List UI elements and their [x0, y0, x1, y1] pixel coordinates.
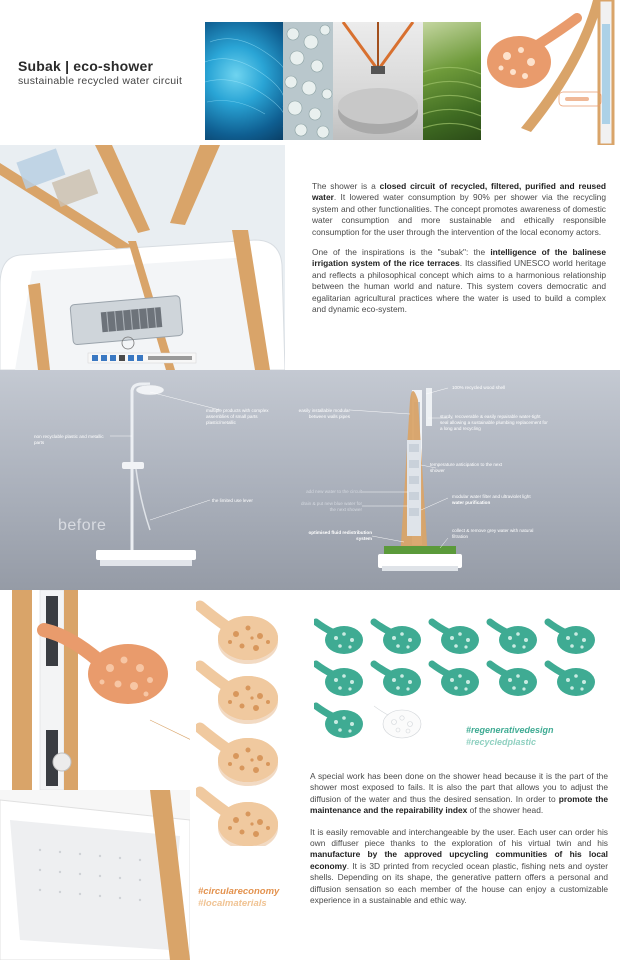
page-subtitle: sustainable recycled water circuit [18, 75, 183, 87]
showerhead-closeup-render [0, 590, 190, 790]
intro-paragraph-1 [312, 181, 606, 238]
orange-showerhead-render [481, 0, 620, 145]
sand-showerhead-variants [196, 596, 306, 846]
hashtag-recycled-plastic: #recycledplastic [466, 737, 537, 747]
annotation-limited-use: the limited use lever [212, 498, 253, 503]
annotation-sealed: sturdy, recoverable & easily repairable water-tight seal allowing a sustainable plumbing replacement for a long and recycling [440, 414, 548, 431]
annotation-temperature: temperature anticipation to the next shower [430, 462, 503, 473]
intro-text [312, 181, 606, 324]
hashtag-regenerative-design: #regenerativedesign [466, 725, 554, 735]
annotation-filter [452, 494, 538, 506]
annotation-modular: easily installable modular between walls pipes [298, 408, 350, 419]
annotation-filter-text: modular water filter and ultraviolet light [452, 494, 531, 499]
intro-p1-run: The shower is a [312, 181, 380, 191]
showerhead-text [310, 771, 608, 916]
before-after-diagram [0, 370, 620, 590]
orange-hashtags [198, 886, 279, 910]
shower-tray-render [0, 145, 285, 370]
green-showerhead-grid [314, 616, 604, 741]
showerhead-p2-run: . It is 3D printed from recycled ocean plastic, fishing nets and oyster shells. Depending on its shape, the generative pattern offers a personal and diffusion sensation so each member of the house can enjoy a customizable experience in a sustainable and ethic way. [310, 860, 608, 906]
annotation-optimized: optimised fluid redistribution system [308, 530, 372, 541]
header-section [0, 0, 620, 145]
showerhead-section [0, 590, 620, 960]
hashtag-circular-economy: #circulareconomy [198, 886, 280, 897]
showerhead-paragraph-2 [310, 827, 608, 907]
tray-closeup-render [0, 790, 190, 960]
cellular-mesh-image [283, 22, 333, 140]
showerhead-p2-run: It is easily removable and interchangeable by the user. Each user can order his own diffuser piece thanks to the exploration of his virtual twin and his [310, 826, 608, 849]
intro-paragraph-2 [312, 247, 606, 315]
3d-printer-image [333, 22, 423, 140]
page-title: Subak | eco-shower [18, 58, 154, 74]
intro-p2-run: One of the inspirations is the "subak": the [312, 247, 491, 258]
diagram-illustration [0, 370, 620, 590]
intro-p1-highlight: closed circuit of recycled, filtered, purified and reused water [312, 181, 606, 203]
conventional-shower [96, 384, 196, 566]
annotation-non-recyclable: non recyclable plastic and metallic parts [34, 434, 104, 445]
showerhead-p1-run: A special work has been done on the shower head because it is the part of the shower most exposed to fails. It is also the part that allows you to adjust the diffusion of the water and thus the desired sensation. In order to [310, 771, 608, 804]
showerhead-paragraph-1 [310, 771, 608, 817]
showerhead-p2-highlight: manufacture by the approved upcycling communities of his local economy [310, 849, 608, 871]
showerhead-p1-highlight: promote the maintenance and the repairability index [310, 793, 608, 816]
hashtag-local-materials: #localmaterials [198, 898, 267, 909]
intro-p1-run: . It lowered water consumption by 90% per shower via the recycling system and other functionalities. The concept promotes awareness of domestic water consumption and more sustainable and ethically responsible consumption for the user through the intervention of the local economy actors. [312, 192, 606, 237]
variant-marker: · [232, 634, 234, 639]
intro-section [0, 145, 620, 370]
annotation-multiple-products: multiple products with complex assemblies of small parts plastic/metallic [206, 408, 269, 425]
intro-p2-run: . Its classified UNESCO world heritage and reflects a philosophical concept which aims to a harmonious relationship between the human world and nature. This system covers democratic and egalitarian agricultural practices where the water is used to build a complex and dynamic eco-system. [312, 258, 606, 315]
green-hashtags [466, 724, 554, 748]
before-label: before [58, 517, 107, 534]
annotation-collect: collect & remove grey water with natural filtration [452, 528, 534, 539]
annotation-renew-water: add new water to the circuit [306, 489, 362, 494]
showerhead-p1-run: of the shower head. [467, 805, 544, 816]
annotation-purification: water purification [452, 499, 491, 505]
annotation-drain: drain & put new blue water for the next shower [300, 501, 362, 512]
blue-texture-image [205, 22, 283, 140]
rice-terrace-image [423, 22, 481, 140]
intro-p2-highlight: intelligence of the balinese irrigation system of the rice terraces [312, 247, 606, 269]
annotation-recycled-wood: 100% recycled wood shell [452, 385, 506, 390]
